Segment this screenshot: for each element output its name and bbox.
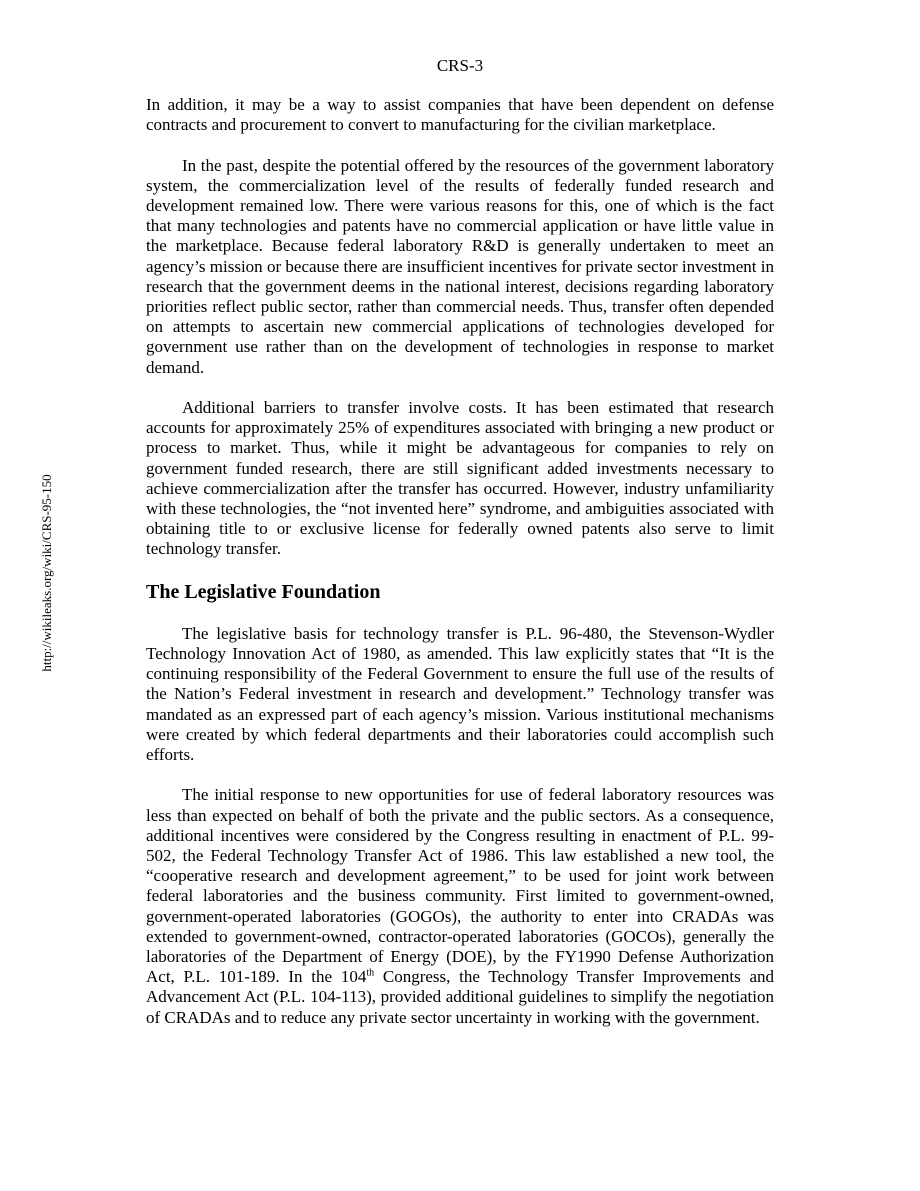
- paragraph-text-after-superscript: Congress, the Technology Transfer Improvements and Advancement Act (P.L. 104-113), provided additional guidelines to simplify the negotiation of CRADAs and to reduce any private sector uncertainty in working with the government.: [146, 967, 774, 1027]
- paragraph-transfer-costs: Additional barriers to transfer involve costs. It has been estimated that research accounts for approximately 25% of expenditures associated with bringing a new product or process to market. Thus, while it might be advantageous for companies to rely on government funded research, there are still significant added investments necessary to achieve commercialization after the transfer has occurred. However, industry unfamiliarity with these technologies, the “not invented here” syndrome, and ambiguities associated with obtaining title to or exclusive license for federally owned patents also serve to limit technology transfer.: [146, 398, 774, 559]
- paragraph-federal-technology-transfer-act: [146, 785, 774, 1027]
- paragraph-text-before-superscript: The initial response to new opportunities for use of federal laboratory resources was less than expected on behalf of both the private and the public sectors. As a consequence, additional incentives were considered by the Congress resulting in enactment of P.L. 99-502, the Federal Technology Transfer Act of 1986. This law established a new tool, the “cooperative research and development agreement,” to be used for joint work between federal laboratories and the business community. First limited to government-owned, government-operated laboratories (GOGOs), the authority to enter into CRADAs was extended to government-owned, contractor-operated laboratories (GOCOs), generally the laboratories of the Department of Energy (DOE), by the FY1990 Defense Authorization Act, P.L. 101-189. In the 104: [146, 785, 774, 987]
- section-heading-legislative-foundation: The Legislative Foundation: [146, 580, 381, 603]
- document-body: [146, 95, 774, 1048]
- page-number-header: CRS-3: [436, 56, 484, 75]
- side-source-url: [40, 458, 54, 690]
- side-source-url-text: http://wikileaks.org/wiki/CRS-95-150: [39, 474, 54, 672]
- paragraph-defense-conversion: In addition, it may be a way to assist companies that have been dependent on defense contracts and procurement to convert to manufacturing for the civilian marketplace.: [146, 95, 774, 135]
- ordinal-superscript: th: [366, 967, 375, 979]
- paragraph-commercialization-barriers: In the past, despite the potential offered by the resources of the government laboratory system, the commercialization level of the results of federally funded research and development remained low. There were various reasons for this, one of which is the fact that many technologies and patents have no commercial application or have little value in the marketplace. Because federal laboratory R&D is generally undertaken to meet an agency’s mission or because there are insufficient incentives for private sector investment in research that the government deems in the national interest, decisions regarding laboratory priorities reflect public sector, rather than commercial needs. Thus, transfer often depended on attempts to ascertain new commercial applications of technologies developed for government use rather than on the development of technologies in response to market demand.: [146, 155, 774, 377]
- paragraph-stevenson-wydler: The legislative basis for technology transfer is P.L. 96-480, the Stevenson-Wydler Technology Innovation Act of 1980, as amended. This law explicitly states that “It is the continuing responsibility of the Federal Government to ensure the full use of the results of the Nation’s Federal investment in research and development.” Technology transfer was mandated as an expressed part of each agency’s mission. Various institutional mechanisms were created by which federal departments and their laboratories could accomplish such efforts.: [146, 623, 774, 765]
